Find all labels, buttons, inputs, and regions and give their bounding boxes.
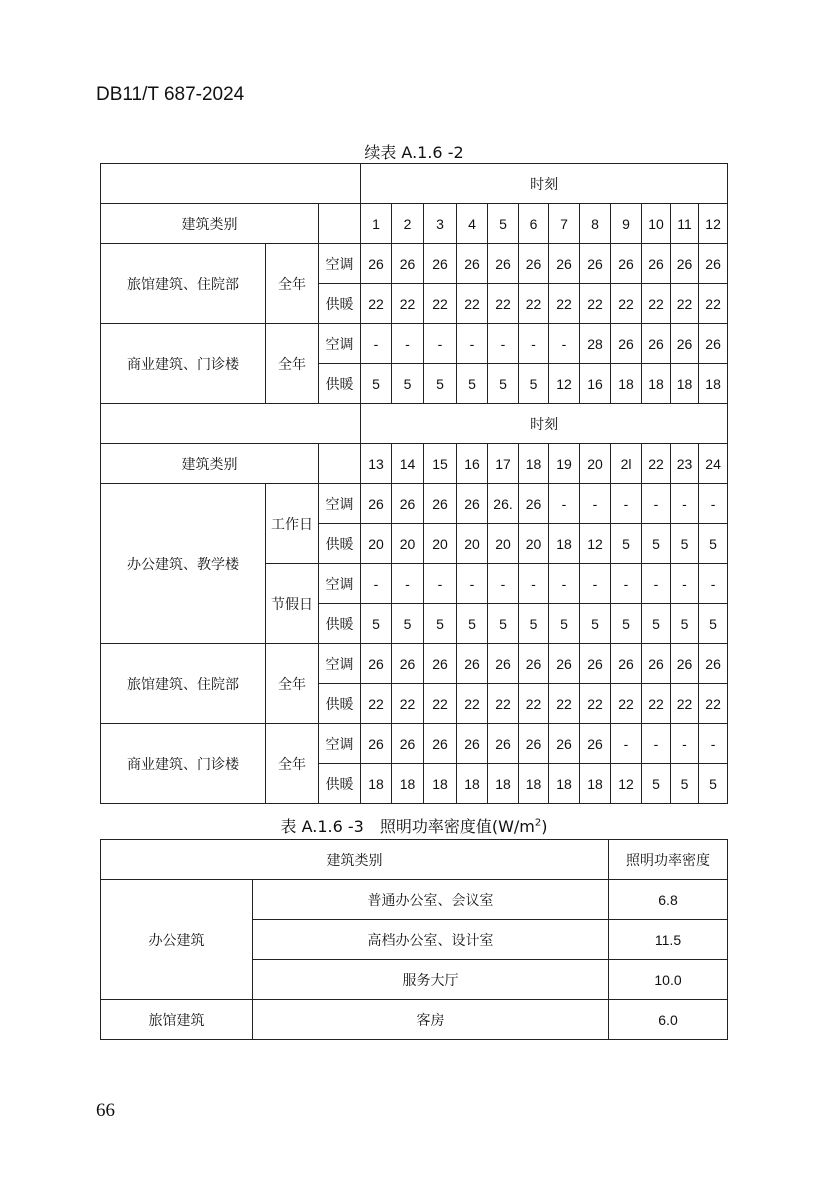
value-cell: 20 bbox=[457, 524, 488, 564]
table-row bbox=[101, 324, 728, 364]
value-cell: 18 bbox=[699, 364, 728, 404]
hour-cell: 3 bbox=[424, 204, 457, 244]
value-cell: 26 bbox=[457, 644, 488, 684]
value-cell: 22 bbox=[580, 284, 611, 324]
value-cell: 18 bbox=[549, 524, 580, 564]
value-cell: 26 bbox=[457, 484, 488, 524]
value-cell: 26 bbox=[580, 724, 611, 764]
value-cell: 5 bbox=[457, 604, 488, 644]
value-cell: 18 bbox=[580, 764, 611, 804]
value-cell: 18 bbox=[488, 764, 519, 804]
value-cell: 22 bbox=[671, 284, 699, 324]
value-cell: 26 bbox=[392, 484, 424, 524]
value-cell: 26 bbox=[699, 644, 728, 684]
value-cell: 26 bbox=[611, 644, 642, 684]
value-cell: 26 bbox=[392, 724, 424, 764]
value-cell: 20 bbox=[488, 524, 519, 564]
table-row bbox=[101, 164, 728, 204]
value-cell: 26 bbox=[580, 644, 611, 684]
value-cell: 22 bbox=[424, 684, 457, 724]
value-cell: 22 bbox=[424, 284, 457, 324]
hour-cell: 8 bbox=[580, 204, 611, 244]
value-cell: - bbox=[392, 564, 424, 604]
value-cell: 26 bbox=[361, 244, 392, 284]
value-cell: 20 bbox=[361, 524, 392, 564]
group-office: 办公建筑 bbox=[101, 880, 253, 1000]
blank-header-cell bbox=[101, 164, 361, 204]
value-cell: 5 bbox=[699, 604, 728, 644]
value-cell: 5 bbox=[392, 604, 424, 644]
value-cell: - bbox=[611, 484, 642, 524]
mode-cell: 供暖 bbox=[319, 524, 361, 564]
value-cell: - bbox=[699, 724, 728, 764]
value-cell: - bbox=[488, 564, 519, 604]
value-cell: 18 bbox=[392, 764, 424, 804]
value-cell: 5 bbox=[488, 604, 519, 644]
value-cell: 22 bbox=[519, 284, 549, 324]
value-cell: - bbox=[519, 324, 549, 364]
value-cell: 18 bbox=[424, 764, 457, 804]
value-cell: 5 bbox=[642, 764, 671, 804]
value-cell: - bbox=[457, 324, 488, 364]
value-cell: 26 bbox=[424, 484, 457, 524]
period-cell: 全年 bbox=[266, 724, 319, 804]
value-cell: 26 bbox=[457, 724, 488, 764]
value-cell: 26 bbox=[642, 324, 671, 364]
value-cell: 22 bbox=[611, 284, 642, 324]
value-cell: 18 bbox=[642, 364, 671, 404]
value-cell: 22 bbox=[611, 684, 642, 724]
value-cell: 26 bbox=[488, 644, 519, 684]
table-row bbox=[101, 484, 728, 524]
value-cell: 22 bbox=[392, 284, 424, 324]
period-cell: 全年 bbox=[266, 324, 319, 404]
value-cell: - bbox=[611, 564, 642, 604]
header-density: 照明功率密度 bbox=[609, 840, 728, 880]
value-cell: 6.8 bbox=[609, 880, 728, 920]
value-cell: 22 bbox=[392, 684, 424, 724]
value-cell: 22 bbox=[457, 284, 488, 324]
value-cell: 5 bbox=[699, 524, 728, 564]
value-cell: 22 bbox=[488, 684, 519, 724]
period-cell: 节假日 bbox=[266, 564, 319, 644]
mode-cell: 供暖 bbox=[319, 284, 361, 324]
value-cell: 26 bbox=[611, 324, 642, 364]
value-cell: 5 bbox=[699, 764, 728, 804]
hour-cell: 2 bbox=[392, 204, 424, 244]
value-cell: 5 bbox=[361, 604, 392, 644]
value-cell: 5 bbox=[611, 604, 642, 644]
value-cell: 26 bbox=[671, 244, 699, 284]
hour-cell: 12 bbox=[699, 204, 728, 244]
mode-cell: 空调 bbox=[319, 724, 361, 764]
value-cell: 26 bbox=[519, 484, 549, 524]
hour-cell: 11 bbox=[671, 204, 699, 244]
time-header: 时刻 bbox=[361, 164, 728, 204]
value-cell: 5 bbox=[424, 604, 457, 644]
value-cell: 5 bbox=[519, 604, 549, 644]
value-cell: 5 bbox=[424, 364, 457, 404]
mode-cell: 空调 bbox=[319, 324, 361, 364]
value-cell: - bbox=[671, 484, 699, 524]
value-cell: 18 bbox=[549, 764, 580, 804]
value-cell: 11.5 bbox=[609, 920, 728, 960]
hour-cell: 24 bbox=[699, 444, 728, 484]
hour-cell: 13 bbox=[361, 444, 392, 484]
value-cell: 18 bbox=[519, 764, 549, 804]
value-cell: - bbox=[549, 564, 580, 604]
room-cell: 客房 bbox=[253, 1000, 609, 1040]
value-cell: 22 bbox=[671, 684, 699, 724]
value-cell: - bbox=[642, 724, 671, 764]
room-cell: 服务大厅 bbox=[253, 960, 609, 1000]
value-cell: 26 bbox=[671, 644, 699, 684]
room-cell: 高档办公室、设计室 bbox=[253, 920, 609, 960]
room-cell: 普通办公室、会议室 bbox=[253, 880, 609, 920]
value-cell: 12 bbox=[580, 524, 611, 564]
hour-cell: 10 bbox=[642, 204, 671, 244]
table-row bbox=[101, 204, 728, 244]
value-cell: 5 bbox=[671, 604, 699, 644]
value-cell: - bbox=[580, 484, 611, 524]
hour-cell: 18 bbox=[519, 444, 549, 484]
mode-cell: 供暖 bbox=[319, 364, 361, 404]
value-cell: 20 bbox=[392, 524, 424, 564]
mode-cell: 供暖 bbox=[319, 684, 361, 724]
value-cell: 22 bbox=[488, 284, 519, 324]
value-cell: 20 bbox=[424, 524, 457, 564]
table-row bbox=[101, 724, 728, 764]
hour-cell: 16 bbox=[457, 444, 488, 484]
hour-cell: 20 bbox=[580, 444, 611, 484]
hour-cell: 7 bbox=[549, 204, 580, 244]
value-cell: 26 bbox=[392, 244, 424, 284]
hour-cell: 9 bbox=[611, 204, 642, 244]
value-cell: - bbox=[642, 564, 671, 604]
hour-cell: 15 bbox=[424, 444, 457, 484]
header-category: 建筑类别 bbox=[101, 840, 609, 880]
blank-cell bbox=[319, 204, 361, 244]
value-cell: - bbox=[488, 324, 519, 364]
value-cell: 22 bbox=[549, 284, 580, 324]
value-cell: - bbox=[392, 324, 424, 364]
value-cell: 5 bbox=[488, 364, 519, 404]
value-cell: 5 bbox=[549, 604, 580, 644]
value-cell: 26 bbox=[519, 724, 549, 764]
value-cell: 26 bbox=[361, 484, 392, 524]
value-cell: 18 bbox=[611, 364, 642, 404]
table-row bbox=[101, 880, 728, 920]
value-cell: 5 bbox=[671, 524, 699, 564]
value-cell: - bbox=[642, 484, 671, 524]
value-cell: 26 bbox=[580, 244, 611, 284]
value-cell: - bbox=[671, 564, 699, 604]
table-caption-density: 表 A.1.6 -3 照明功率密度值$(W/m^2)$ bbox=[280, 817, 548, 836]
mode-cell: 空调 bbox=[319, 484, 361, 524]
value-cell: 5 bbox=[519, 364, 549, 404]
value-cell: - bbox=[549, 484, 580, 524]
value-cell: 26 bbox=[549, 244, 580, 284]
table-caption: 续表 A.1.6 -2 bbox=[364, 143, 464, 162]
category-header: 建筑类别 bbox=[101, 444, 319, 484]
building-type-cell: 办公建筑、教学楼 bbox=[101, 484, 266, 644]
hour-cell: 17 bbox=[488, 444, 519, 484]
value-cell: 5 bbox=[580, 604, 611, 644]
value-cell: 26 bbox=[519, 644, 549, 684]
mode-cell: 空调 bbox=[319, 564, 361, 604]
table-row bbox=[101, 244, 728, 284]
value-cell: - bbox=[671, 724, 699, 764]
hour-cell: 6 bbox=[519, 204, 549, 244]
value-cell: - bbox=[699, 484, 728, 524]
value-cell: 5 bbox=[642, 524, 671, 564]
value-cell: 26 bbox=[699, 244, 728, 284]
value-cell: 26 bbox=[392, 644, 424, 684]
value-cell: 22 bbox=[549, 684, 580, 724]
value-cell: 26 bbox=[549, 644, 580, 684]
value-cell: 5 bbox=[457, 364, 488, 404]
mode-cell: 空调 bbox=[319, 244, 361, 284]
value-cell: 26 bbox=[424, 244, 457, 284]
value-cell: 26 bbox=[488, 724, 519, 764]
value-cell: - bbox=[457, 564, 488, 604]
value-cell: 5 bbox=[361, 364, 392, 404]
hour-cell: 23 bbox=[671, 444, 699, 484]
table-header-row bbox=[101, 840, 728, 880]
hour-cell: 22 bbox=[642, 444, 671, 484]
building-type-cell: 商业建筑、门诊楼 bbox=[101, 724, 266, 804]
value-cell: 28 bbox=[580, 324, 611, 364]
value-cell: - bbox=[424, 564, 457, 604]
value-cell: 26 bbox=[361, 644, 392, 684]
value-cell: 26 bbox=[642, 644, 671, 684]
value-cell: 26 bbox=[611, 244, 642, 284]
value-cell: 12 bbox=[611, 764, 642, 804]
value-cell: 26 bbox=[424, 724, 457, 764]
period-cell: 工作日 bbox=[266, 484, 319, 564]
value-cell: 22 bbox=[699, 684, 728, 724]
value-cell: 26 bbox=[424, 644, 457, 684]
value-cell: 20 bbox=[519, 524, 549, 564]
value-cell: 22 bbox=[699, 284, 728, 324]
value-cell: 18 bbox=[457, 764, 488, 804]
category-header: 建筑类别 bbox=[101, 204, 319, 244]
value-cell: - bbox=[699, 564, 728, 604]
value-cell: 26 bbox=[488, 244, 519, 284]
mode-cell: 供暖 bbox=[319, 604, 361, 644]
hour-cell: 5 bbox=[488, 204, 519, 244]
value-cell: 22 bbox=[361, 284, 392, 324]
hour-cell: 1 bbox=[361, 204, 392, 244]
value-cell: 22 bbox=[361, 684, 392, 724]
value-cell: 26 bbox=[549, 724, 580, 764]
building-type-cell: 商业建筑、门诊楼 bbox=[101, 324, 266, 404]
value-cell: 12 bbox=[549, 364, 580, 404]
hour-cell: 2l bbox=[611, 444, 642, 484]
value-cell: - bbox=[361, 564, 392, 604]
value-cell: 22 bbox=[457, 684, 488, 724]
page-number: 66 bbox=[96, 1100, 115, 1121]
period-cell: 全年 bbox=[266, 244, 319, 324]
value-cell: - bbox=[424, 324, 457, 364]
value-cell: 26 bbox=[642, 244, 671, 284]
table-row bbox=[101, 404, 728, 444]
blank-cell bbox=[319, 444, 361, 484]
building-type-cell: 旅馆建筑、住院部 bbox=[101, 644, 266, 724]
period-cell: 全年 bbox=[266, 644, 319, 724]
value-cell: 5 bbox=[671, 764, 699, 804]
lighting-density-table bbox=[100, 839, 728, 1040]
value-cell: 26. bbox=[488, 484, 519, 524]
value-cell: 26 bbox=[671, 324, 699, 364]
value-cell: 26 bbox=[699, 324, 728, 364]
value-cell: 18 bbox=[671, 364, 699, 404]
value-cell: 5 bbox=[642, 604, 671, 644]
value-cell: - bbox=[519, 564, 549, 604]
document-code: DB11/T 687-2024 bbox=[96, 84, 245, 105]
value-cell: 26 bbox=[457, 244, 488, 284]
hour-cell: 19 bbox=[549, 444, 580, 484]
value-cell: - bbox=[580, 564, 611, 604]
value-cell: - bbox=[611, 724, 642, 764]
mode-cell: 空调 bbox=[319, 644, 361, 684]
value-cell: 26 bbox=[361, 724, 392, 764]
value-cell: - bbox=[361, 324, 392, 364]
value-cell: 16 bbox=[580, 364, 611, 404]
value-cell: 22 bbox=[519, 684, 549, 724]
value-cell: 5 bbox=[611, 524, 642, 564]
schedule-table bbox=[100, 163, 728, 804]
table-row bbox=[101, 1000, 728, 1040]
value-cell: 22 bbox=[580, 684, 611, 724]
time-header: 时刻 bbox=[361, 404, 728, 444]
value-cell: 22 bbox=[642, 284, 671, 324]
table-row bbox=[101, 444, 728, 484]
value-cell: 6.0 bbox=[609, 1000, 728, 1040]
building-type-cell: 旅馆建筑、住院部 bbox=[101, 244, 266, 324]
table-row bbox=[101, 644, 728, 684]
blank-header-cell bbox=[101, 404, 361, 444]
value-cell: 5 bbox=[392, 364, 424, 404]
mode-cell: 供暖 bbox=[319, 764, 361, 804]
value-cell: - bbox=[549, 324, 580, 364]
hour-cell: 4 bbox=[457, 204, 488, 244]
value-cell: 26 bbox=[519, 244, 549, 284]
hour-cell: 14 bbox=[392, 444, 424, 484]
value-cell: 18 bbox=[361, 764, 392, 804]
value-cell: 10.0 bbox=[609, 960, 728, 1000]
value-cell: 22 bbox=[642, 684, 671, 724]
group-hotel: 旅馆建筑 bbox=[101, 1000, 253, 1040]
